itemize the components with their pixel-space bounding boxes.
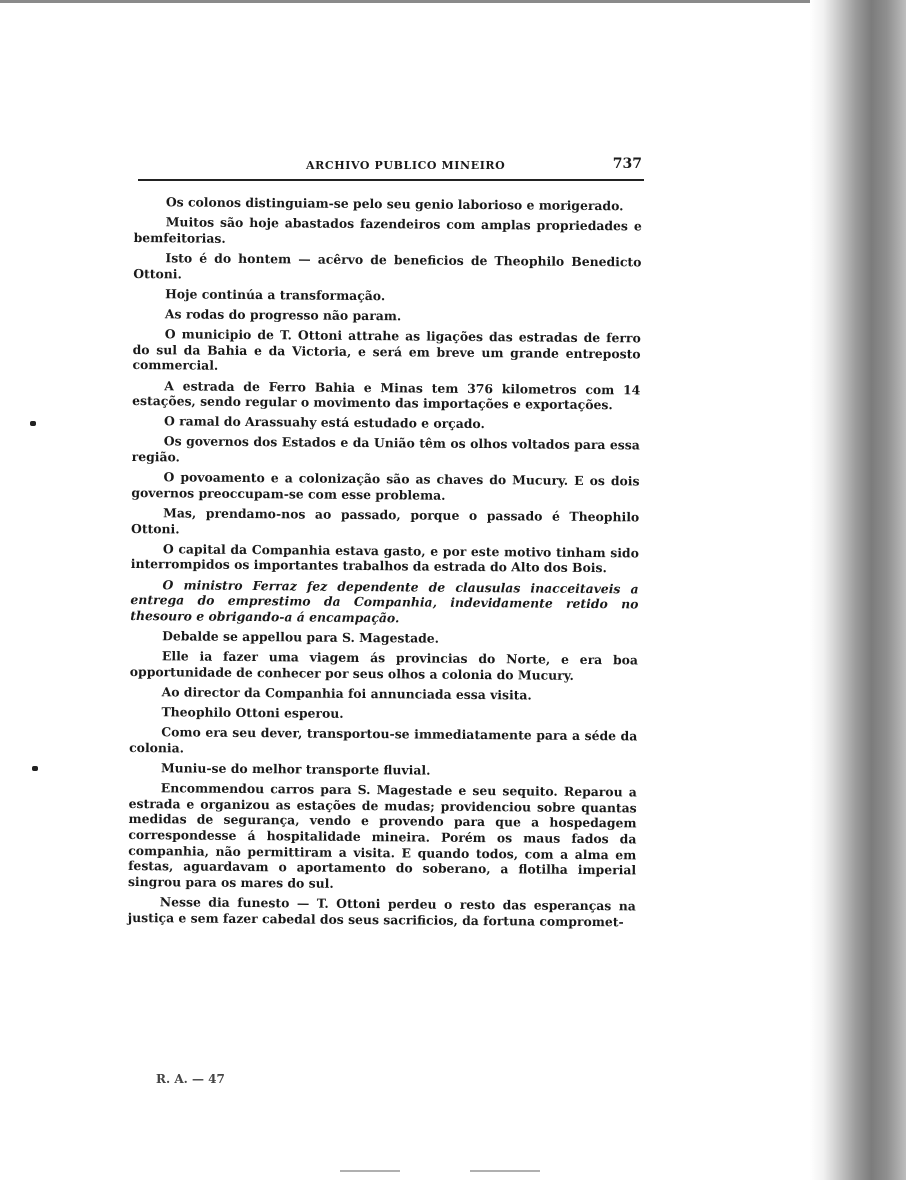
bottom-edge-mark xyxy=(470,1170,540,1172)
paragraph: Ao director da Companhia foi annunciada essa visita. xyxy=(161,684,532,703)
paragraph: Encommendou carros para S. Magestade e seu sequito. Reparou a estrada e organizou as estações de mudas; providenciou sobre quantas medidas de segurança, vendo e provendo para que a hospedagem correspondesse á hospitalidade mineira. Porém os maus fados da companhia, não permittiram a visita. E quando todos, com a alma em festas, aguardavam o aportamento do soberano, a flotilha imperial singrou para os mares do sul. xyxy=(127,780,637,891)
paragraph: Como era seu dever, transportou-se immediatamente para a séde da colonia. xyxy=(129,724,638,756)
paragraph: Elle ia fazer uma viagem ás provincias do Norte, e era boa opportunidade de conhecer por seus olhos a colonia do Mucury. xyxy=(129,648,639,683)
margin-mark xyxy=(32,766,38,771)
paragraph: Hoje continúa a transformação. xyxy=(165,286,386,303)
running-title: ARCHIVO PUBLICO MINEIRO xyxy=(306,159,506,172)
paragraph: A estrada de Ferro Bahia e Minas tem 376 kilometros com 14 estações, sendo regular o movimento das importações e exportações. xyxy=(132,377,641,413)
paragraph: Debalde se appellou para S. Magestade. xyxy=(162,628,440,646)
paragraph: As rodas do progresso não param. xyxy=(164,306,402,324)
paragraph: Nesse dia funesto — T. Ottoni perdeu o resto das esperanças na justiça e sem fazer cabedal dos seus sacrificios, da fortuna compromet- xyxy=(127,894,636,929)
paragraph: Mas, prendamo-nos ao passado, porque o passado é Theophilo Ottoni. xyxy=(131,505,640,537)
signature-mark: R. A. — 47 xyxy=(156,1072,225,1086)
book-gutter-shadow xyxy=(810,0,906,1180)
page-header xyxy=(138,157,644,181)
top-edge-shadow xyxy=(0,0,906,3)
body-text xyxy=(128,194,642,934)
page-number: 737 xyxy=(612,156,642,172)
paragraph: Isto é do hontem — acêrvo de beneficios de Theophilo Benedicto Ottoni. xyxy=(133,250,642,281)
paragraph: O municipio de T. Ottoni attrahe as ligações das estradas de ferro do sul da Bahia e da Victoria, e será em breve um grande entreposto commercial. xyxy=(132,326,641,374)
paragraph: O povoamento e a colonização são as chaves do Mucury. E os dois governos preoccupam-se com esse problema. xyxy=(131,469,640,503)
paragraph: Os colonos distinguiam-se pelo seu genio laborioso e morigerado. xyxy=(165,194,624,214)
paragraph: O ramal do Arassuahy está estudado e orçado. xyxy=(163,413,485,432)
paragraph-italic: O ministro Ferraz fez dependente de clausulas inacceitaveis a entrega do emprestimo da Companhia, indevidamente retido no thesouro e obrigando-a á encampação. xyxy=(130,576,639,626)
paragraph: Muitos são hoje abastados fazendeiros com amplas propriedades e bemfeitorias. xyxy=(133,214,642,246)
paragraph: Theophilo Ottoni esperou. xyxy=(161,704,344,721)
paragraph: O capital da Companhia estava gasto, e por este motivo tinham sido interrompidos os importantes trabalhos da estrada do Alto dos Bois. xyxy=(130,541,639,576)
paragraph: Os governos dos Estados e da União têm os olhos voltados para essa região. xyxy=(131,433,640,465)
margin-mark xyxy=(30,421,36,426)
bottom-edge-mark xyxy=(340,1170,400,1172)
paragraph: Muniu-se do melhor transporte fluvial. xyxy=(160,760,431,778)
